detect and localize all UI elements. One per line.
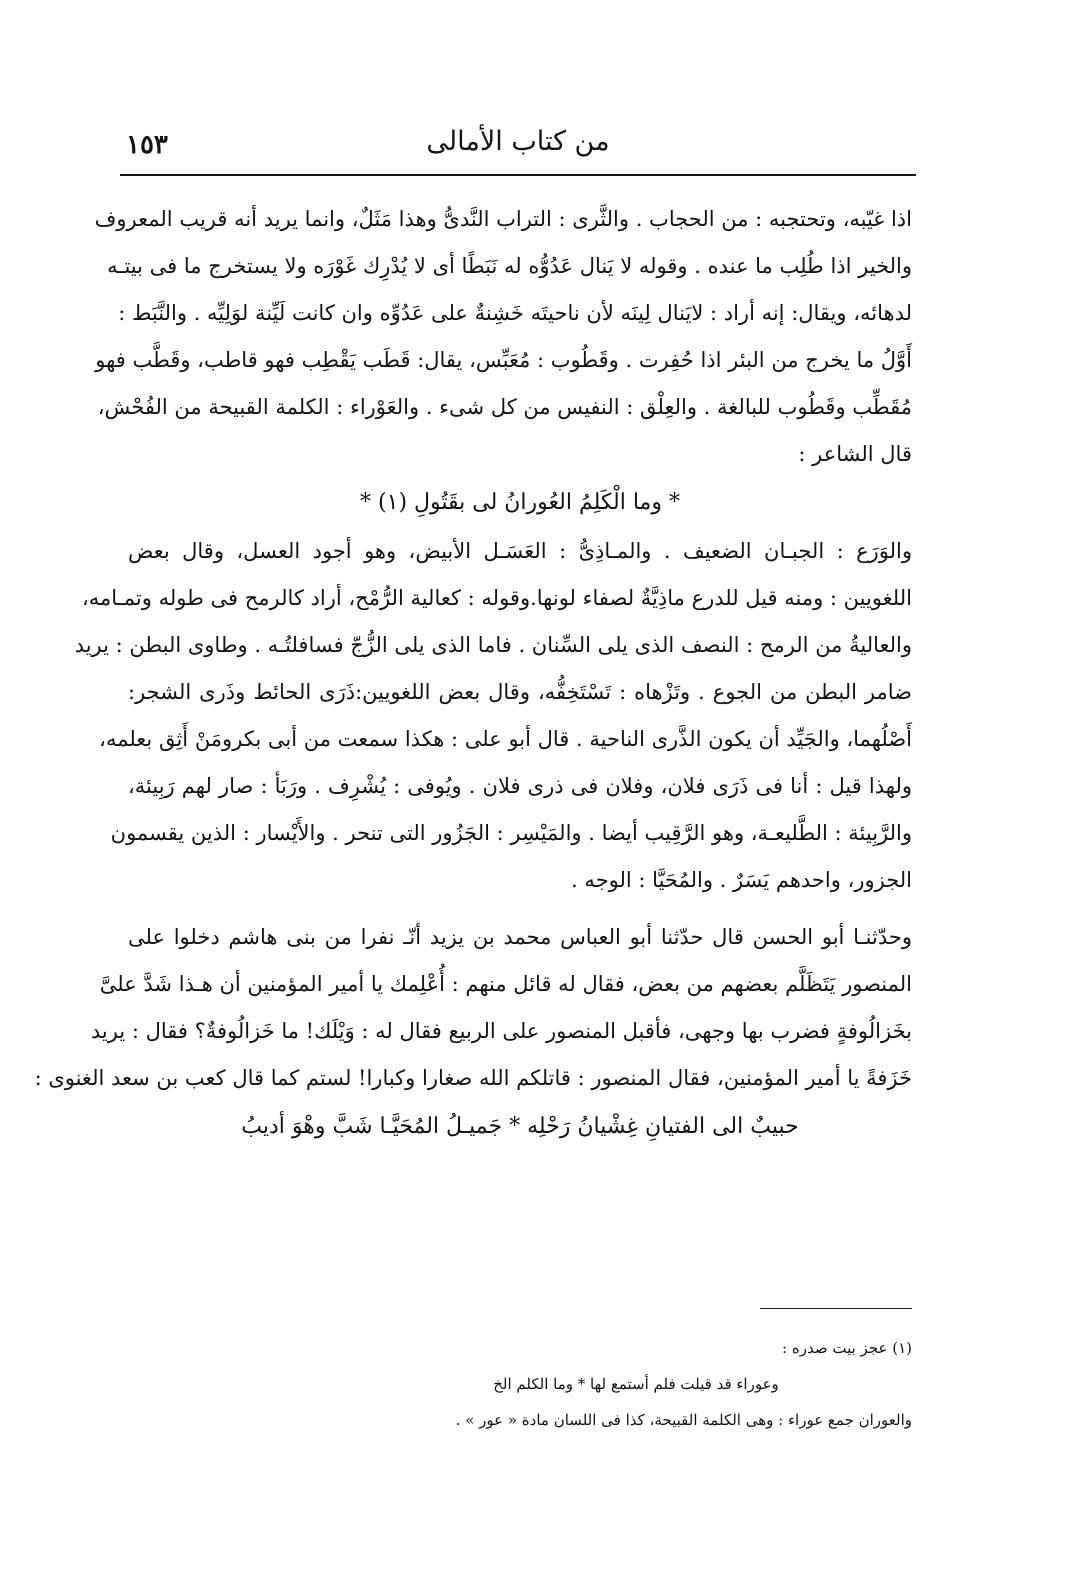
text-line: اذا غيّبه، وتحتجبه : من الحجاب . والثَّرى : التراب النَّدىُّ وهذا مَثَلٌ، وانما يريد أنه قريب المعروف: [94, 207, 912, 231]
page-header: [120, 118, 916, 168]
text-line: المنصور يَتَظَلَّم بعضهم من بعض، فقال له قائل منهم : أُعْلِمك يا أمير المؤمنين أن هـذا شَدَّ علىَّ: [99, 972, 912, 996]
text-line: والخير اذا طُلِب ما عنده . وقوله لا يَنال عَدُوُّه له نَبَطًا أى لا يُدْرِك غَوْرَه ولا يستخرج ما فى بيتـه: [107, 254, 912, 278]
text-line: الجزور، واحدهم يَسَرٌ . والمُحَيَّا : الوجه .: [571, 868, 912, 892]
text-line: والرَّبِيئة : الطَّليعـة، وهو الرَّقِيب أيضا . والمَيْسِر : الجَزُور التى تنحر . والأَيْسار : الذين يقسمون: [110, 821, 912, 845]
paragraph-2: [74, 528, 912, 904]
text-line: مُقَطِّب وقَطُوب للبالغة . والعِلْق : النفيس من كل شىء . والعَوْراء : الكلمة القبيحة من الفُحْش،: [97, 395, 912, 419]
paragraph-3: [34, 914, 912, 1102]
text-line: لدهائه، ويقال: إنه أراد : لايَنال لِينَه لأن ناحيتَه خَشِنةٌ على عَدُوِّه وان كانت لَيِّنة لوَلِيِّه . والنَّبَط :: [118, 301, 912, 325]
body-text: [34, 196, 912, 1152]
running-title: من كتاب الأمالى: [426, 126, 610, 157]
text-line: بخَزالُوفةٍ فضرب بها وجهى، فأقبل المنصور على الربيع فقال له : وَيْلَك! ما خَزالُوفةٌ؟ فقال : يريد: [90, 1019, 912, 1043]
text-line: وحدّثنـا أبو الحسن قال حدّثنا أبو العباس محمد بن يزيد أنّـ نفرا من بنى هاشم دخلوا على: [128, 925, 912, 949]
text-line: والعاليةُ من الرمح : النصف الذى يلى السِّنان . فاما الذى يلى الزُّجّ فسافلتُـه . وطاوى البطن : يريد: [74, 633, 912, 657]
text-line: أَصْلُهما، والجَيِّد أن يكون الذَّرى الناحية . قال أبو على : هكذا سمعت من أبى بكرومَنْ أَثِق بعلمه،: [99, 727, 912, 751]
text-line: اللغويين : ومنه قيل للدرع ماذِيَّةٌ لصفاء لونها.وقوله : كعالية الرُّمْح، أراد كالرمح فى طوله وتمـامه،: [81, 586, 912, 610]
text-line: خَزَفةً يا أمير المؤمنين، فقال المنصور : قاتلكم الله صغارا وكبارا! لستم كما قال كعب بن سعد الغنوى :: [34, 1066, 912, 1090]
verse-line: * وما الْكَلِمُ العُورانُ لى بقَتُولِ (١) *: [360, 490, 680, 515]
footnotes: [300, 1330, 912, 1438]
paragraph-1: [94, 196, 912, 478]
verse-line: حبيبٌ الى الفتيانِ غِشْيانُ رَحْلِه * جَميـلُ المُحَيَّـا شَبَّ وهْوَ أديبُ: [241, 1114, 799, 1139]
text-line: أَوَّلُ ما يخرج من البئر اذا حُفِرت . وقَطُوب : مُعَبِّس، يقال: قَطَب يَقْطِب فهو قاطب، وقَطَّب فهو: [95, 348, 912, 372]
footnote-verse: وعوراء قد قيلت فلم أستمع لها * وما الكلم الخ: [493, 1375, 779, 1393]
text-line: والوَرَع : الجبـان الضعيف . والمـاذِىُّ : العَسَـل الأبيض، وهو أجود العسل، وقال بعض: [128, 539, 912, 563]
footnote-rule: [760, 1308, 912, 1309]
header-rule: [120, 174, 916, 176]
page-number: ١٥٣: [126, 130, 168, 160]
text-line: ولهذا قيل : أنا فى ذَرَى فلان، وفلان فى ذرى فلان . ويُوفى : يُشْرِف . ورَبَأ : صار لهم رَبِيئة،: [128, 774, 912, 798]
text-line: ضامر البطن من الجوع . وتَزْهاه : تَسْتَخِفُّه، وقال بعض اللغويين:ذَرَى الحائط وذَرى الشجر:: [128, 680, 912, 704]
paragraph-gap: [128, 904, 912, 914]
footnote-line: والعوران جمع عوراء : وهى الكلمة القبيحة، كذا فى اللسان مادة « عور » .: [455, 1411, 912, 1429]
footnote-line: (١) عجز بيت صدره :: [782, 1339, 912, 1357]
text-line: قال الشاعر :: [798, 442, 912, 466]
